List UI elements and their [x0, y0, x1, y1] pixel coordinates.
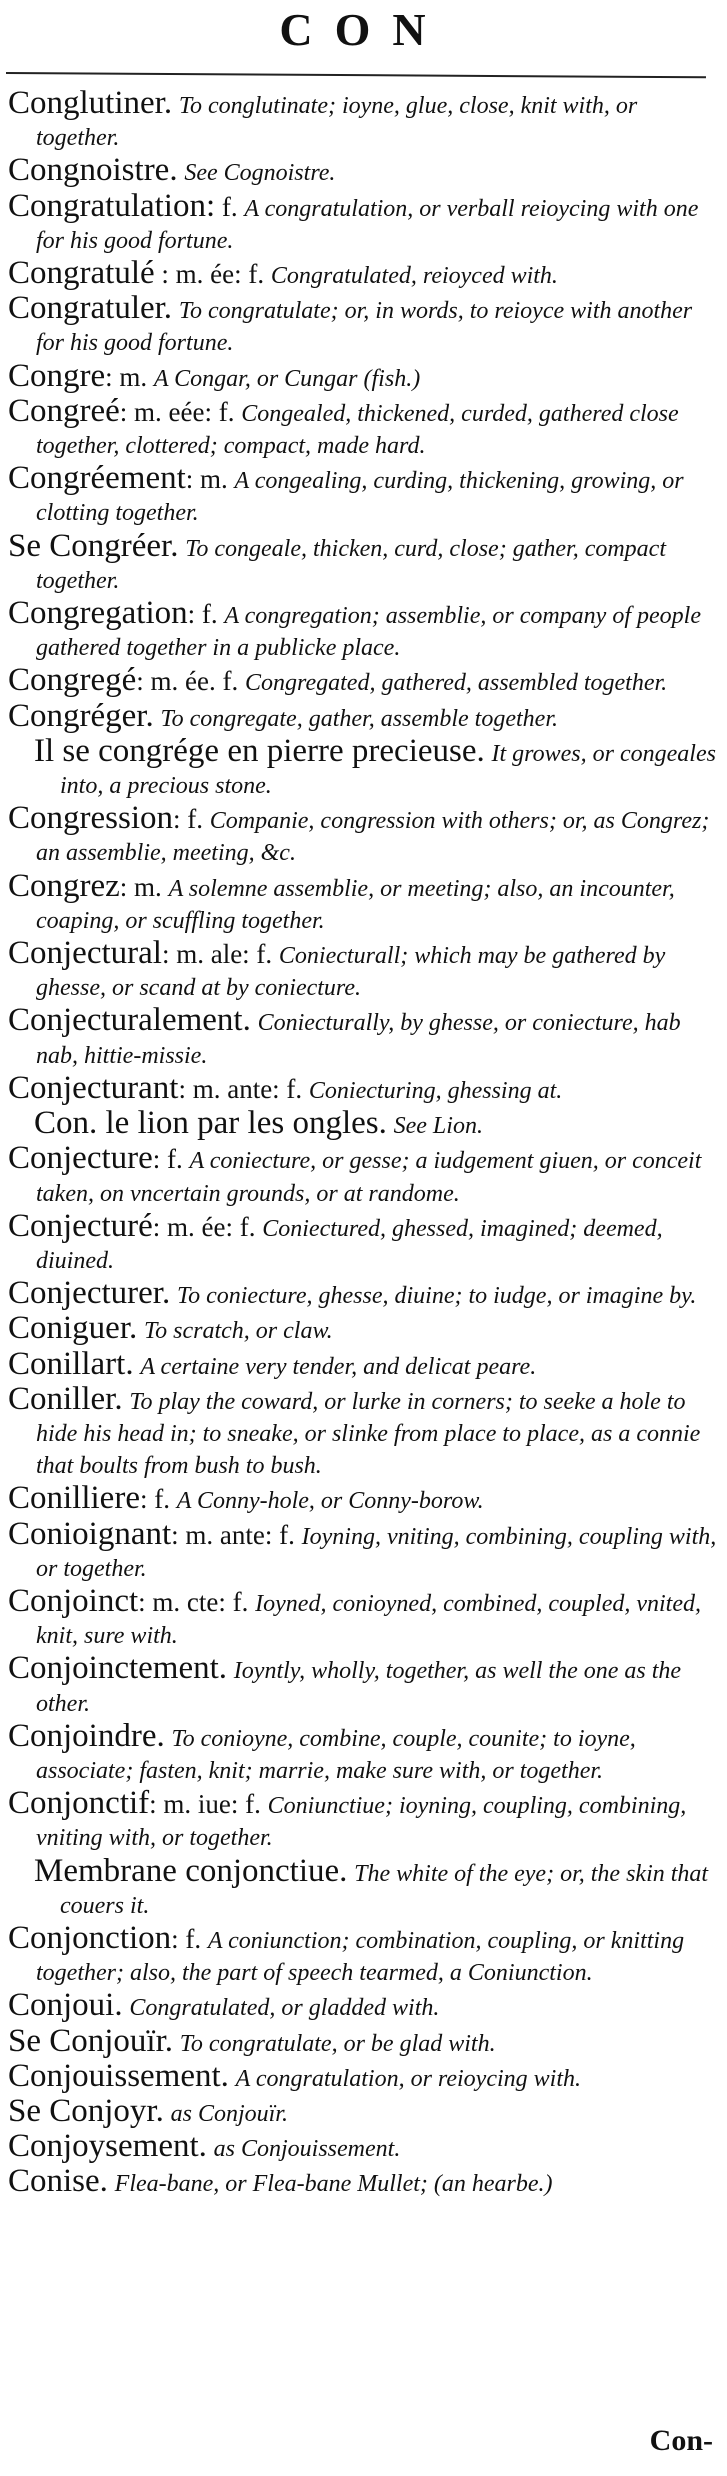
entry-definition: Coniecturally, by ghesse, or coniecture, hab nab, hittie-missie. — [36, 1010, 681, 1069]
dictionary-entry — [8, 255, 720, 292]
entry-definition: Coniectured, ghessed, imagined; deemed, diuined. — [36, 1215, 663, 1274]
entry-grammar: : m. iue: f. — [149, 1789, 268, 1820]
entry-headword: Congratulé — [8, 255, 155, 292]
entry-headword: Conjecture — [8, 1140, 153, 1177]
entry-headword: Il se congrége en pierre precieuse. — [34, 732, 485, 769]
dictionary-entry — [8, 357, 720, 394]
entry-definition: A Conny-hole, or Conny-borow. — [176, 1488, 484, 1515]
dictionary-entry — [8, 527, 720, 596]
entry-headword: Congre — [8, 357, 106, 394]
entry-headword: Se Conjoyr. — [8, 2092, 164, 2129]
entry-definition: as Conjouïr. — [170, 2100, 288, 2127]
entry-headword: Conjoysement. — [8, 2128, 207, 2165]
entry-definition: The white of the eye; or, the skin that couers it. — [60, 1860, 709, 1919]
entry-headword: Congnoistre. — [8, 152, 178, 189]
running-head: CON — [279, 4, 448, 55]
entry-headword: Conjoinct — [8, 1582, 139, 1619]
entry-grammar: : m. ante: f. — [178, 1073, 309, 1104]
entry-definition: See Cognoistre. — [184, 160, 336, 187]
dictionary-entry — [8, 1852, 720, 1921]
entry-definition: A congratulation, or reioycing with. — [235, 2065, 581, 2092]
entry-headword: Congréement — [8, 460, 186, 497]
dictionary-entry — [8, 1069, 720, 1106]
entry-grammar: : f. — [152, 1144, 190, 1175]
dictionary-entry — [8, 1515, 720, 1584]
entry-grammar: : f. — [171, 1923, 208, 1954]
entry-definition: Ioyning, vniting, combining, coupling with, or together. — [36, 1523, 717, 1582]
entry-headword: Se Conjouïr. — [8, 2022, 174, 2059]
dictionary-entry — [8, 290, 720, 358]
entry-definition: Flea-bane, or Flea-bane Mullet; (an hearbe.) — [114, 2171, 553, 2198]
entry-headword: Coniguer. — [8, 1310, 138, 1347]
entry-definition: as Conjouissement. — [213, 2136, 401, 2163]
entry-definition: To conioyne, combine, couple, counite; to ioyne, associate; fasten, knit; marrie, make sure with, or together. — [36, 1725, 636, 1784]
dictionary-entry — [8, 187, 720, 256]
entry-definition: To congratulate, or be glad with. — [179, 2030, 496, 2057]
dictionary-entry — [8, 867, 720, 936]
entry-definition: Coniecturall; which may be gathered by ghesse, or scand at by coniecture. — [36, 943, 666, 1002]
entry-definition: A coniunction; combination, coupling, or knitting together; also, the part of speech tearmed, a Coniunction. — [36, 1927, 685, 1987]
dictionary-entry — [8, 1650, 720, 1718]
dictionary-entry — [8, 800, 720, 868]
entry-headword: Conglutiner. — [8, 85, 173, 121]
entry-definition: To play the coward, or lurke in corners; to seeke a hole to hide his head in; to sneake, or slinke from place to place, as a connie that boults from bush to bush. — [36, 1388, 701, 1480]
entry-headword: Conjectural — [8, 935, 162, 972]
entry-list — [8, 85, 720, 2202]
entry-definition: To congratulate; or, in words, to reioyce with another for his good fortune. — [36, 298, 693, 357]
entry-grammar: : m. ée: f. — [154, 259, 271, 290]
entry-definition: A congregation; assemblie, or company of people gathered together in a publicke place. — [36, 603, 701, 662]
dictionary-entry — [8, 2092, 720, 2129]
entry-grammar: : f. — [187, 599, 225, 630]
entry-definition: Coniecturing, ghessing at. — [308, 1077, 563, 1104]
entry-headword: Con. le lion par les ongles. — [34, 1105, 387, 1142]
entry-definition: To congregate, gather, assemble together. — [160, 705, 558, 732]
entry-definition: A coniecture, or gesse; a iudgement giuen, or conceit taken, on vncertain grounds, or at randome. — [36, 1148, 702, 1207]
dictionary-entry — [8, 1207, 720, 1276]
entry-headword: Congrez — [8, 867, 120, 904]
entry-definition: Congratulated, or gladded with. — [129, 1995, 440, 2022]
entry-headword: Conjoindre. — [8, 1717, 165, 1754]
dictionary-entry — [8, 1785, 720, 1853]
entry-grammar: : f. — [173, 804, 210, 835]
entry-headword: Conjoui. — [8, 1987, 123, 2024]
dictionary-entry — [8, 2022, 720, 2059]
entry-definition: Congratulated, reioyced with. — [270, 263, 558, 290]
entry-headword: Conioignant — [8, 1515, 172, 1552]
dictionary-entry — [8, 2163, 720, 2200]
dictionary-entry — [8, 595, 720, 663]
dictionary-entry — [8, 2128, 720, 2165]
dictionary-entry — [8, 662, 720, 699]
dictionary-entry — [8, 1582, 720, 1651]
entry-definition: Ioyned, conioyned, combined, coupled, vnited, knit, sure with. — [36, 1590, 701, 1650]
entry-definition: Congealed, thickened, curded, gathered close together, clottered; compact, made hard. — [36, 400, 679, 460]
dictionary-entry — [8, 732, 720, 801]
dictionary-entry — [8, 1480, 720, 1517]
entry-definition: A congratulation, or verball reioycing with one for his good fortune. — [36, 195, 699, 254]
entry-grammar: : m. ante: f. — [171, 1519, 302, 1550]
entry-grammar: : m. ée: f. — [152, 1211, 263, 1242]
entry-definition: A congealing, curding, thickening, growing, or clotting together. — [36, 468, 684, 527]
entry-definition: To coniecture, ghesse, diuine; to iudge, or imagine by. — [176, 1283, 697, 1310]
entry-definition: A solemne assemblie, or meeting; also, an incounter, coaping, or scuffling together. — [36, 875, 675, 934]
dictionary-entry — [8, 697, 720, 734]
entry-headword: Conjecturer. — [8, 1275, 171, 1312]
entry-headword: Conjouissement. — [8, 2057, 229, 2094]
entry-headword: Conjonction — [8, 1919, 172, 1956]
entry-grammar: : m. cte: f. — [138, 1586, 256, 1617]
entry-grammar: : m. ée. f. — [136, 666, 246, 697]
entry-grammar: : m. — [105, 361, 154, 392]
dictionary-entry — [8, 85, 720, 153]
entry-headword: Conise. — [8, 2163, 108, 2200]
entry-headword: Congratulation: — [8, 187, 216, 224]
entry-grammar: : m. — [119, 871, 169, 902]
entry-headword: Conilliere — [8, 1480, 140, 1517]
dictionary-entry — [8, 1275, 720, 1312]
dictionary-entry — [8, 1310, 720, 1347]
entry-definition: Companie, congression with others; or, as Congrez; an assemblie, meeting, &c. — [36, 808, 710, 867]
entry-headword: Membrane conjonctiue. — [34, 1852, 348, 1889]
entry-headword: Congratuler. — [8, 290, 173, 327]
dictionary-entry — [8, 1140, 720, 1208]
dictionary-entry — [8, 1002, 720, 1070]
entry-headword: Conillart. — [8, 1345, 134, 1382]
entry-definition: See Lion. — [393, 1113, 483, 1140]
entry-headword: Congression — [8, 800, 173, 837]
entry-headword: Congréger. — [8, 697, 154, 734]
dictionary-entry — [8, 392, 720, 461]
catchword: Con- — [649, 2424, 713, 2457]
entry-grammar: f. — [215, 191, 245, 222]
entry-grammar: : f. — [139, 1484, 177, 1515]
entry-definition: Coniunctiue; ioyning, coupling, combining, vniting with, or together. — [36, 1793, 687, 1852]
dictionary-entry — [8, 2057, 720, 2094]
entry-definition: To scratch, or claw. — [144, 1318, 333, 1345]
dictionary-entry — [8, 1717, 720, 1786]
dictionary-entry — [8, 935, 720, 1003]
entry-grammar: : m. eée: f. — [119, 396, 242, 427]
dictionary-entry — [8, 1345, 720, 1382]
dictionary-entry — [8, 1380, 720, 1482]
entry-headword: Congregation — [8, 595, 188, 632]
entry-headword: Coniller. — [8, 1380, 123, 1417]
entry-definition: It growes, or congeales into, a precious stone. — [60, 740, 716, 800]
dictionary-entry — [8, 1987, 720, 2024]
entry-headword: Conjonctif — [8, 1785, 150, 1822]
entry-definition: A Congar, or Cungar (fish.) — [153, 365, 421, 392]
entry-headword: Conjecturalement. — [8, 1002, 251, 1039]
entry-definition: A certaine very tender, and delicat peare. — [140, 1353, 537, 1380]
entry-headword: Se Congréer. — [8, 527, 179, 564]
entry-grammar: : m. — [185, 464, 235, 495]
entry-definition: Ioyntly, wholly, together, as well the one as the other. — [36, 1658, 682, 1717]
dictionary-entry — [8, 460, 720, 528]
entry-headword: Congregé — [8, 662, 137, 699]
entry-definition: To conglutinate; ioyne, glue, close, knit with, or together. — [36, 93, 638, 152]
entry-headword: Conjecturé — [8, 1207, 153, 1244]
entry-grammar: : m. ale: f. — [161, 939, 279, 970]
dictionary-entry — [8, 1105, 720, 1142]
entry-headword: Conjecturant — [8, 1069, 179, 1106]
entry-definition: To congeale, thicken, curd, close; gather, compact together. — [36, 535, 666, 594]
entry-headword: Conjoinctement. — [8, 1650, 228, 1687]
dictionary-entry — [8, 152, 720, 189]
entry-definition: Congregated, gathered, assembled together. — [245, 670, 668, 697]
dictionary-entry — [8, 1919, 720, 1988]
header-rule — [6, 72, 706, 78]
entry-headword: Congreé — [8, 392, 120, 429]
